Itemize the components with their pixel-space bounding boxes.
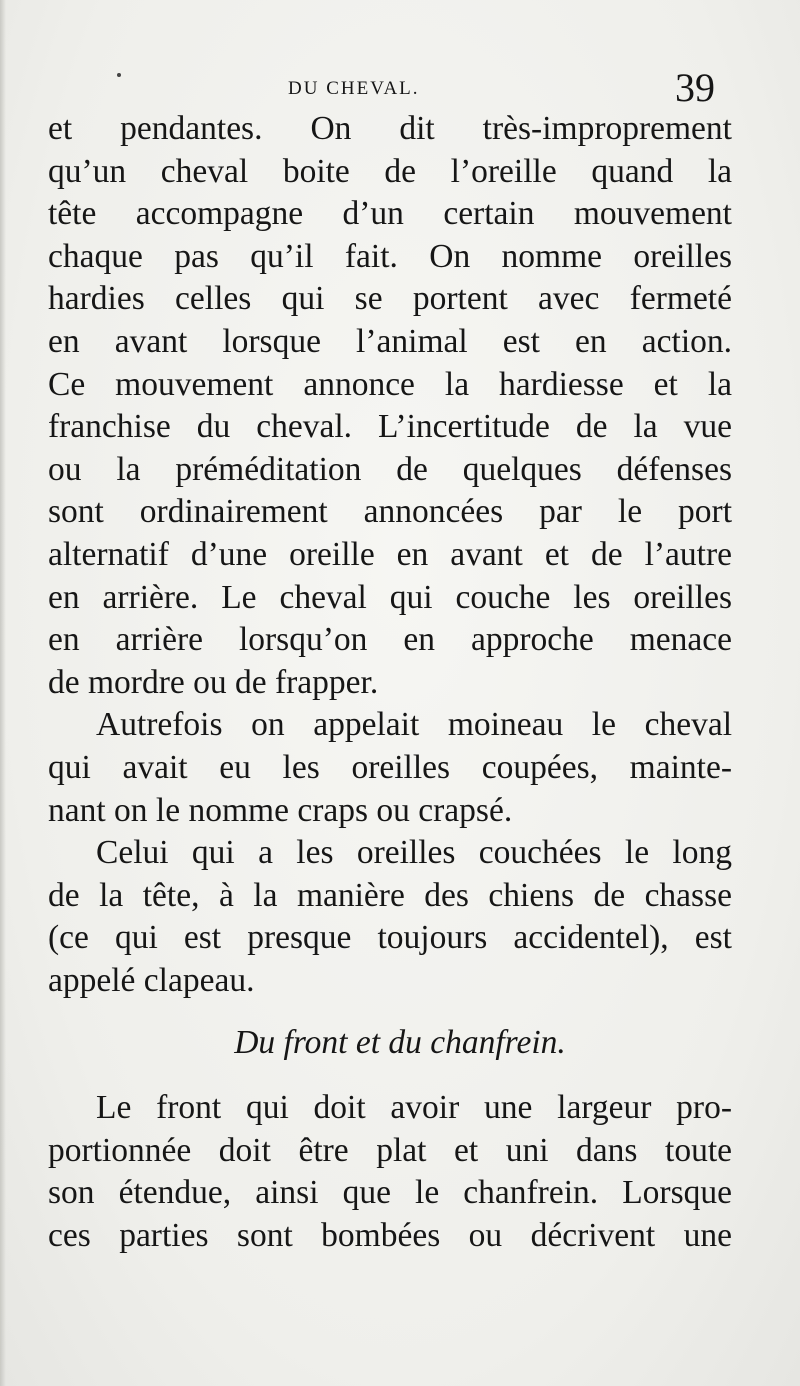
- paragraph-1: [48, 108, 732, 704]
- section-heading: Du front et du chanfrein.: [234, 1024, 566, 1062]
- page-edge-shadow: [0, 0, 6, 1386]
- text-line: (ce qui est presque toujours accidentel), est: [48, 919, 732, 957]
- running-head: DU CHEVAL.: [288, 78, 420, 99]
- text-line: franchise du cheval. L’incertitude de la vue: [48, 408, 732, 446]
- text-line: Autrefois on appelait moineau le cheval: [96, 706, 732, 744]
- text-line: ces parties sont bombées ou décrivent une: [48, 1216, 732, 1254]
- paragraph-4: [48, 1087, 732, 1257]
- body-text: [48, 108, 732, 1257]
- text-line: son étendue, ainsi que le chanfrein. Lorsque: [48, 1174, 732, 1212]
- text-line: hardies celles qui se portent avec fermeté: [48, 280, 732, 318]
- text-line: qui avait eu les oreilles coupées, mainte-: [48, 748, 732, 786]
- spacer: [48, 1002, 732, 1022]
- text-line: appelé clapeau.: [48, 961, 255, 999]
- text-line: en avant lorsque l’animal est en action.: [48, 322, 732, 360]
- text-line: alternatif d’une oreille en avant et de l’autre: [48, 535, 732, 573]
- text-line: en arrière lorsqu’on en approche menace: [48, 621, 732, 659]
- text-line: ou la préméditation de quelques défenses: [48, 450, 732, 488]
- paragraph-2: [48, 704, 732, 832]
- text-line: Ce mouvement annonce la hardiesse et la: [48, 365, 732, 403]
- page-number: 39: [675, 65, 715, 110]
- text-line: en arrière. Le cheval qui couche les oreilles: [48, 578, 732, 616]
- text-line: Celui qui a les oreilles couchées le long: [96, 834, 732, 872]
- text-line: sont ordinairement annoncées par le port: [48, 493, 732, 531]
- text-line: de mordre ou de frapper.: [48, 663, 379, 701]
- text-line: tête accompagne d’un certain mouvement: [48, 195, 732, 233]
- text-line: Le front qui doit avoir une largeur pro-: [96, 1089, 732, 1127]
- text-line: chaque pas qu’il fait. On nomme oreilles: [48, 237, 732, 275]
- text-line: de la tête, à la manière des chiens de chasse: [48, 876, 732, 914]
- page-header: [0, 60, 800, 110]
- text-line: qu’un cheval boite de l’oreille quand la: [48, 152, 732, 190]
- paragraph-3: [48, 832, 732, 1002]
- ink-speck: [117, 73, 121, 77]
- text-line: portionnée doit être plat et uni dans toute: [48, 1131, 732, 1169]
- text-line: et pendantes. On dit très-improprement: [48, 110, 732, 147]
- text-line: nant on le nomme craps ou crapsé.: [48, 791, 513, 829]
- spacer: [48, 1065, 732, 1087]
